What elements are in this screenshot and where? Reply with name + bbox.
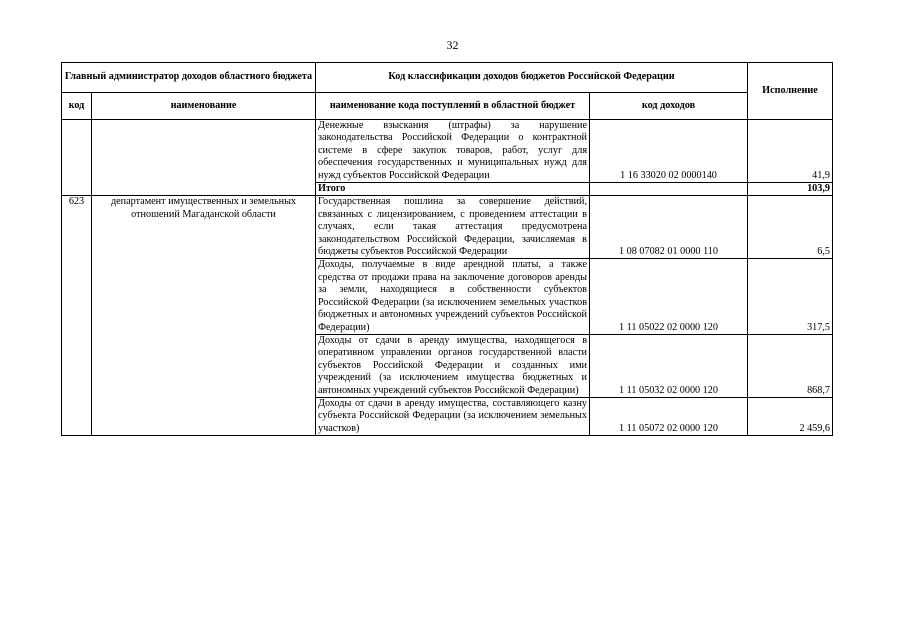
total-amount: 103,9 <box>748 183 833 196</box>
income-code: 1 11 05072 02 0000 120 <box>590 397 748 435</box>
income-code: 1 08 07082 01 0000 110 <box>590 196 748 259</box>
income-description: Денежные взыскания (штрафы) за нарушение законодательства Российской Федерации о контрактной системе в сфере закупок товаров, работ, услуг для обеспечения государственных и муниципальных нужд для нужд субъектов Российской Федерации <box>316 120 590 183</box>
page-number: 32 <box>446 38 459 52</box>
income-code: 1 11 05032 02 0000 120 <box>590 334 748 397</box>
header-row-2 <box>62 93 833 120</box>
income-description: Доходы от сдачи в аренду имущества, составляющего казну субъекта Российской Федерации (за исключением земельных участков) <box>316 397 590 435</box>
admin-code: 623 <box>62 196 92 436</box>
admin-name-cell <box>92 120 316 196</box>
income-description: Доходы от сдачи в аренду имущества, находящегося в оперативном управлении органов государственной власти субъектов Российской Федерации и созданных ими учреждений (за исключением имущества бюджетных и автономных учреждений субъектов Российской Федерации) <box>316 334 590 397</box>
table-row <box>62 120 833 183</box>
table-row <box>62 196 833 259</box>
execution-amount: 2 459,6 <box>748 397 833 435</box>
header-col-name: наименование <box>92 93 316 120</box>
total-code-cell <box>590 183 748 196</box>
income-description: Доходы, получаемые в виде арендной платы, а также средства от продажи права на заключение договоров аренды за земли, находящиеся в собственности субъектов Российской Федерации (за исключением земельных участков бюджетных и автономных учреждений субъектов Российской Федерации) <box>316 259 590 334</box>
income-description: Государственная пошлина за совершение действий, связанных с лицензированием, с проведением аттестации в случаях, если такая аттестация предусмотрена законодательством Российской Федерации, зачисляемая в бюджеты субъектов Российской Федерации <box>316 196 590 259</box>
execution-amount: 41,9 <box>748 120 833 183</box>
income-code: 1 11 05022 02 0000 120 <box>590 259 748 334</box>
header-col-code: код <box>62 93 92 120</box>
execution-amount: 6,5 <box>748 196 833 259</box>
header-col-income-name: наименование кода поступлений в областной бюджет <box>316 93 590 120</box>
header-admin-group: Главный администратор доходов областного бюджета <box>62 63 316 93</box>
header-classification-group: Код классификации доходов бюджетов Российской Федерации <box>316 63 748 93</box>
execution-amount: 868,7 <box>748 334 833 397</box>
header-execution: Исполнение <box>748 63 833 120</box>
execution-amount: 317,5 <box>748 259 833 334</box>
admin-code-cell <box>62 120 92 196</box>
header-row-1 <box>62 63 833 93</box>
income-code: 1 16 33020 02 0000140 <box>590 120 748 183</box>
revenue-table <box>61 62 833 436</box>
total-label: Итого <box>316 183 590 196</box>
admin-name: департамент имущественных и земельных отношений Магаданской области <box>92 196 316 436</box>
header-col-income-code: код доходов <box>590 93 748 120</box>
